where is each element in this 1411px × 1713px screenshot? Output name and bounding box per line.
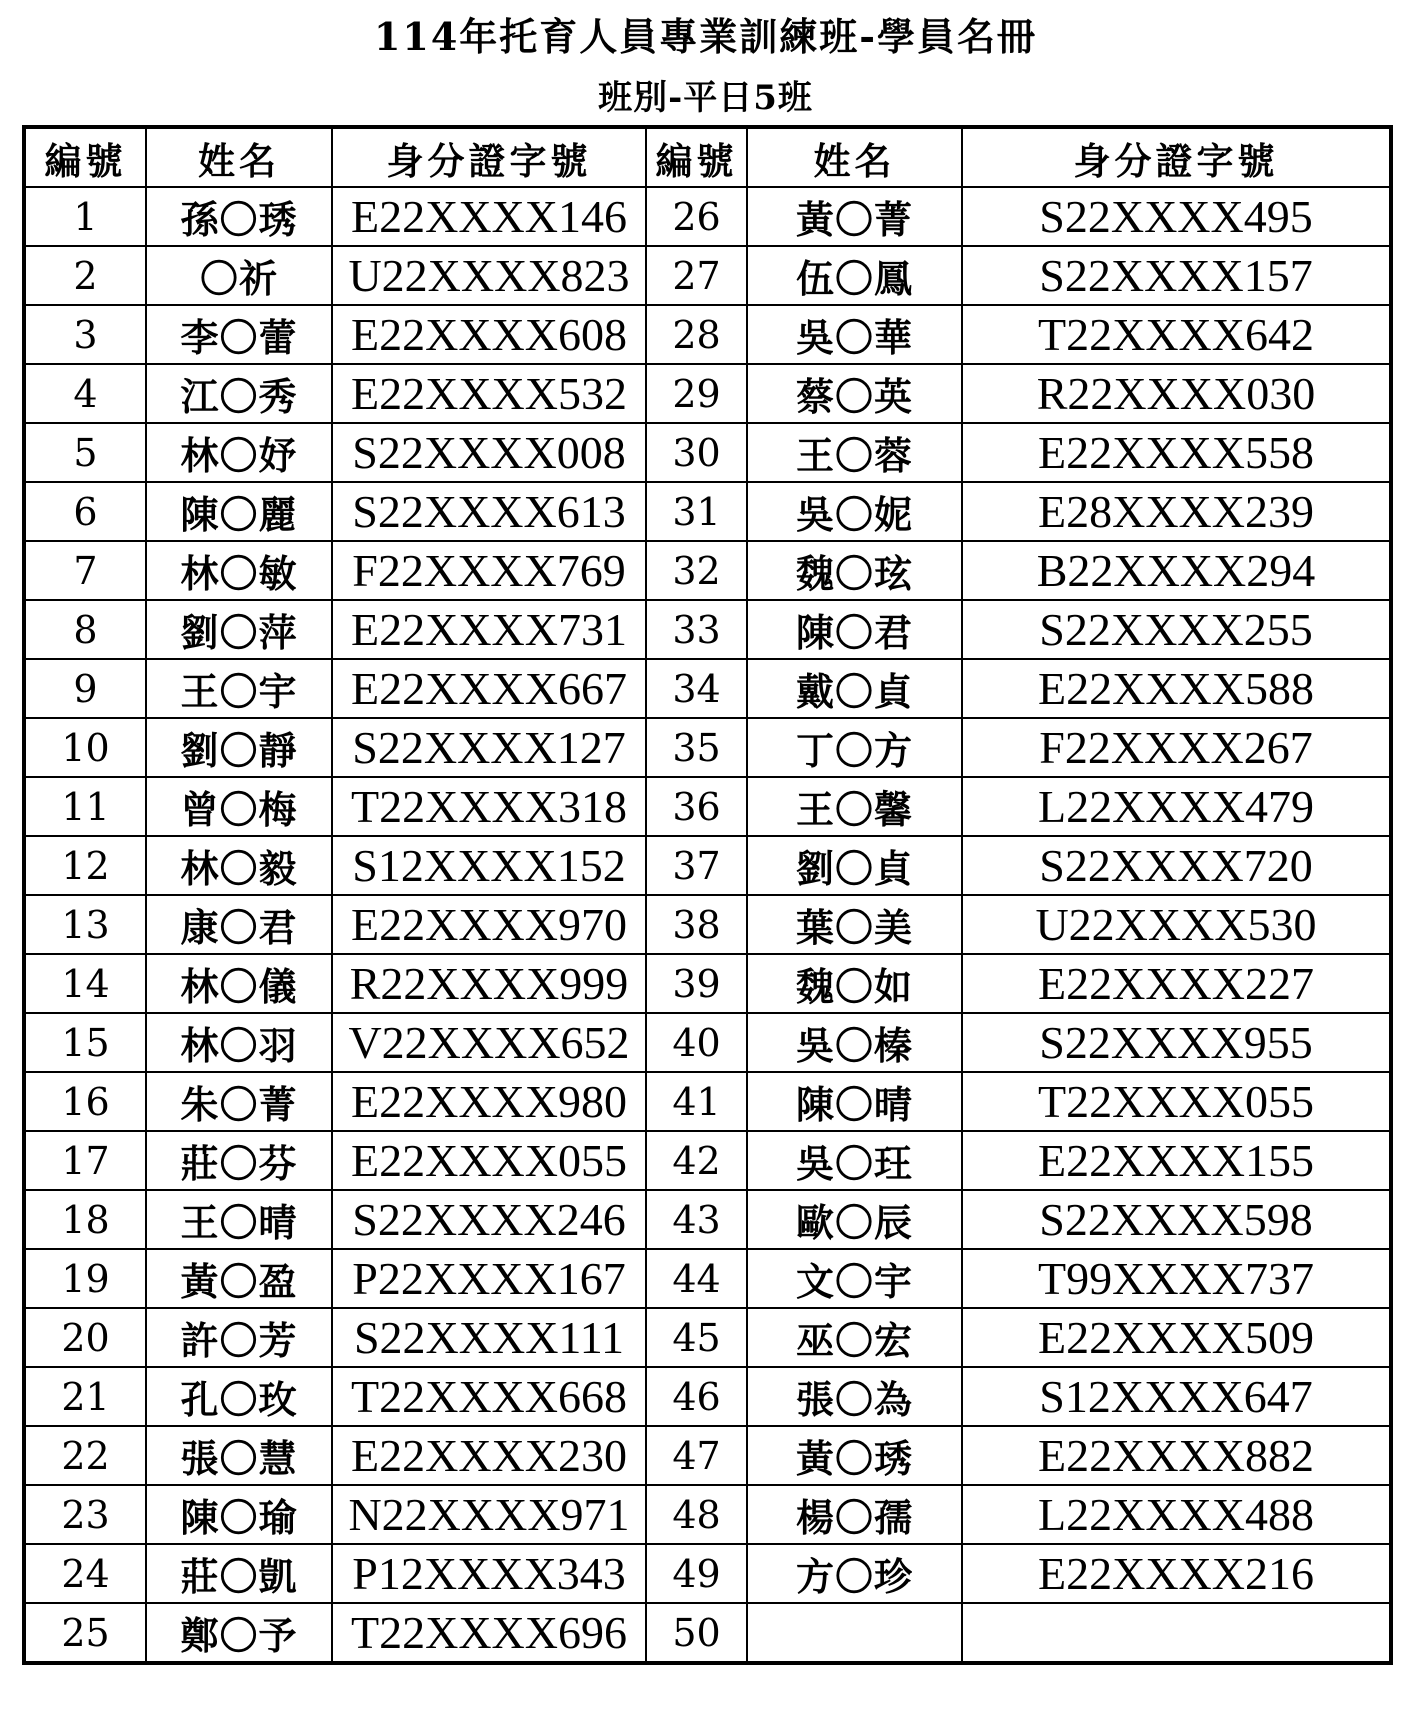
student-number: 6 [24,482,146,541]
student-name: 吳〇榛 [747,1013,962,1072]
student-name: 王〇馨 [747,777,962,836]
table-row [24,187,1391,246]
student-id: S22XXXX598 [962,1190,1391,1249]
student-name: 王〇蓉 [747,423,962,482]
table-row [24,1426,1391,1485]
student-id: F22XXXX267 [962,718,1391,777]
student-number: 24 [24,1544,146,1603]
student-id: E28XXXX239 [962,482,1391,541]
student-name: 陳〇晴 [747,1072,962,1131]
student-name: 林〇羽 [146,1013,332,1072]
header-id: 身分證字號 [962,127,1391,187]
student-name: 伍〇鳳 [747,246,962,305]
student-number: 2 [24,246,146,305]
table-row [24,541,1391,600]
student-name: 黃〇琇 [747,1426,962,1485]
header-id: 身分證字號 [332,127,646,187]
student-id: E22XXXX230 [332,1426,646,1485]
student-name: 黃〇菁 [747,187,962,246]
student-id: T22XXXX696 [332,1603,646,1663]
student-id: E22XXXX155 [962,1131,1391,1190]
student-number: 30 [646,423,747,482]
student-number: 45 [646,1308,747,1367]
student-number: 12 [24,836,146,895]
student-number: 15 [24,1013,146,1072]
student-name: 劉〇靜 [146,718,332,777]
table-row [24,718,1391,777]
student-id: N22XXXX971 [332,1485,646,1544]
page-subtitle: 班別-平日5班 [598,78,813,118]
student-id: E22XXXX731 [332,600,646,659]
student-number: 25 [24,1603,146,1663]
student-number: 17 [24,1131,146,1190]
student-id: E22XXXX055 [332,1131,646,1190]
student-name: 孔〇玫 [146,1367,332,1426]
student-number: 40 [646,1013,747,1072]
table-row [24,423,1391,482]
student-id: P12XXXX343 [332,1544,646,1603]
table-row [24,659,1391,718]
student-number: 36 [646,777,747,836]
student-name: 陳〇君 [747,600,962,659]
student-name: 莊〇芬 [146,1131,332,1190]
student-number: 33 [646,600,747,659]
student-number: 29 [646,364,747,423]
student-name: 方〇珍 [747,1544,962,1603]
student-number: 27 [646,246,747,305]
table-row [24,1131,1391,1190]
student-number: 47 [646,1426,747,1485]
student-id: L22XXXX488 [962,1485,1391,1544]
student-id: T22XXXX055 [962,1072,1391,1131]
table-row [24,1013,1391,1072]
student-id: E22XXXX146 [332,187,646,246]
table-row [24,1308,1391,1367]
student-name: 歐〇辰 [747,1190,962,1249]
table-row [24,777,1391,836]
table-row [24,305,1391,364]
student-name: 李〇蕾 [146,305,332,364]
student-number: 10 [24,718,146,777]
student-name: 王〇宇 [146,659,332,718]
student-name: 楊〇孺 [747,1485,962,1544]
student-name: 巫〇宏 [747,1308,962,1367]
student-id: S22XXXX246 [332,1190,646,1249]
student-name: 〇祈 [146,246,332,305]
student-number: 28 [646,305,747,364]
student-number: 8 [24,600,146,659]
student-name: 張〇為 [747,1367,962,1426]
student-number: 49 [646,1544,747,1603]
student-number: 1 [24,187,146,246]
table-row [24,482,1391,541]
student-name: 林〇敏 [146,541,332,600]
student-id: S22XXXX157 [962,246,1391,305]
student-id: S12XXXX152 [332,836,646,895]
student-name: 林〇儀 [146,954,332,1013]
student-number: 50 [646,1603,747,1663]
student-id: L22XXXX479 [962,777,1391,836]
student-id: E22XXXX588 [962,659,1391,718]
student-number: 9 [24,659,146,718]
student-id: T22XXXX318 [332,777,646,836]
student-name: 林〇妤 [146,423,332,482]
student-number: 34 [646,659,747,718]
student-number: 44 [646,1249,747,1308]
student-id: U22XXXX823 [332,246,646,305]
student-name: 許〇芳 [146,1308,332,1367]
student-number: 32 [646,541,747,600]
student-number: 41 [646,1072,747,1131]
student-id: E22XXXX667 [332,659,646,718]
student-number: 3 [24,305,146,364]
table-row [24,364,1391,423]
student-id: S22XXXX255 [962,600,1391,659]
table-header-row [24,127,1391,187]
student-id: T22XXXX642 [962,305,1391,364]
student-id: E22XXXX980 [332,1072,646,1131]
table-row [24,600,1391,659]
student-number: 46 [646,1367,747,1426]
table-row [24,1485,1391,1544]
student-name: 劉〇貞 [747,836,962,895]
student-number: 37 [646,836,747,895]
student-number: 21 [24,1367,146,1426]
student-id: F22XXXX769 [332,541,646,600]
student-name: 魏〇玹 [747,541,962,600]
table-row [24,246,1391,305]
student-id: S22XXXX495 [962,187,1391,246]
student-name: 陳〇瑜 [146,1485,332,1544]
student-id: S22XXXX720 [962,836,1391,895]
student-number: 19 [24,1249,146,1308]
student-id: S22XXXX613 [332,482,646,541]
student-number: 16 [24,1072,146,1131]
student-id: E22XXXX608 [332,305,646,364]
student-number: 35 [646,718,747,777]
student-number: 18 [24,1190,146,1249]
roster-body [24,187,1391,1663]
student-name: 吳〇玨 [747,1131,962,1190]
student-name: 文〇宇 [747,1249,962,1308]
student-name: 莊〇凱 [146,1544,332,1603]
student-id: V22XXXX652 [332,1013,646,1072]
student-number: 22 [24,1426,146,1485]
student-name: 戴〇貞 [747,659,962,718]
student-id: U22XXXX530 [962,895,1391,954]
student-id: E22XXXX216 [962,1544,1391,1603]
page-title: 114年托育人員專業訓練班-學員名冊 [373,14,1038,59]
header-number: 編號 [24,127,146,187]
student-number: 7 [24,541,146,600]
student-id: S22XXXX111 [332,1308,646,1367]
student-id: E22XXXX509 [962,1308,1391,1367]
student-name: 鄭〇予 [146,1603,332,1663]
student-name: 吳〇妮 [747,482,962,541]
student-name: 林〇毅 [146,836,332,895]
student-number: 42 [646,1131,747,1190]
student-number: 11 [24,777,146,836]
student-number: 48 [646,1485,747,1544]
student-name: 陳〇麗 [146,482,332,541]
student-name: 魏〇如 [747,954,962,1013]
student-id: S22XXXX955 [962,1013,1391,1072]
student-number: 38 [646,895,747,954]
header-name: 姓名 [747,127,962,187]
student-name: 丁〇方 [747,718,962,777]
student-id: E22XXXX882 [962,1426,1391,1485]
student-number: 31 [646,482,747,541]
student-number: 14 [24,954,146,1013]
student-number: 23 [24,1485,146,1544]
student-name: 劉〇萍 [146,600,332,659]
student-id: R22XXXX999 [332,954,646,1013]
student-id: R22XXXX030 [962,364,1391,423]
table-row [24,895,1391,954]
student-number: 26 [646,187,747,246]
student-id: T99XXXX737 [962,1249,1391,1308]
student-name: 曾〇梅 [146,777,332,836]
student-id: B22XXXX294 [962,541,1391,600]
table-row [24,1367,1391,1426]
student-number: 13 [24,895,146,954]
student-number: 39 [646,954,747,1013]
student-name [747,1603,962,1663]
student-number: 5 [24,423,146,482]
student-id: P22XXXX167 [332,1249,646,1308]
student-id: E22XXXX532 [332,364,646,423]
student-number: 20 [24,1308,146,1367]
student-name: 葉〇美 [747,895,962,954]
header-name: 姓名 [146,127,332,187]
student-name: 吳〇華 [747,305,962,364]
student-name: 朱〇菁 [146,1072,332,1131]
student-id: S22XXXX008 [332,423,646,482]
student-id: E22XXXX227 [962,954,1391,1013]
table-row [24,1544,1391,1603]
student-name: 孫〇琇 [146,187,332,246]
header-number: 編號 [646,127,747,187]
student-id: S12XXXX647 [962,1367,1391,1426]
student-number: 4 [24,364,146,423]
student-id: E22XXXX558 [962,423,1391,482]
student-name: 蔡〇英 [747,364,962,423]
table-row [24,1190,1391,1249]
student-id: E22XXXX970 [332,895,646,954]
student-id: T22XXXX668 [332,1367,646,1426]
student-id [962,1603,1391,1663]
roster-table [22,125,1393,1665]
table-row [24,954,1391,1013]
student-name: 江〇秀 [146,364,332,423]
table-row [24,1249,1391,1308]
student-name: 王〇晴 [146,1190,332,1249]
student-name: 張〇慧 [146,1426,332,1485]
student-name: 黃〇盈 [146,1249,332,1308]
table-row [24,1603,1391,1663]
table-row [24,1072,1391,1131]
student-id: S22XXXX127 [332,718,646,777]
table-row [24,836,1391,895]
student-name: 康〇君 [146,895,332,954]
student-number: 43 [646,1190,747,1249]
